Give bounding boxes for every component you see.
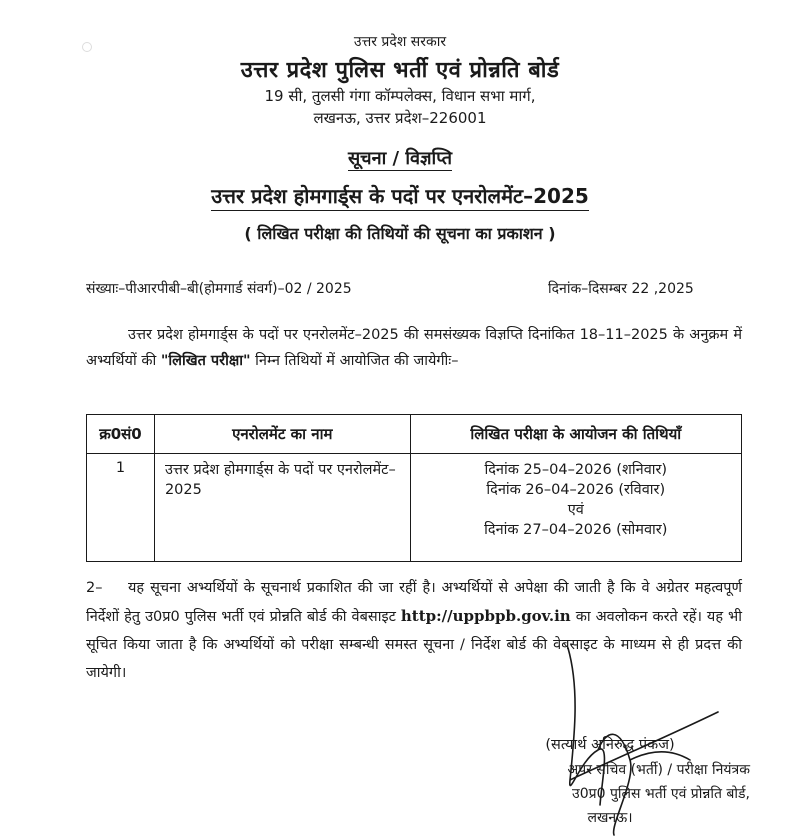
cell-exam-dates <box>410 454 741 562</box>
notice-title <box>0 182 800 209</box>
paragraph-1-emphasis: "लिखित परीक्षा" <box>160 353 251 369</box>
header-enrolment-name: एनरोलमेंट का नाम <box>154 415 410 454</box>
paragraph-2-text-after: का अवलोकन करते रहें। यह भी सूचित किया जाता है कि अभ्यर्थियों को परीक्षा सम्बन्धी समस्त सूचना / निर्देश बोर्ड की वेबसाइट के माध्यम से ही प्रदत्त की जायेगी। <box>86 609 742 681</box>
signatory-organization: उ0प्र0 पुलिस भर्ती एवं प्रोन्नति बोर्ड, <box>572 786 750 802</box>
website-link[interactable]: http://uppbpb.gov.in <box>400 607 571 625</box>
paragraph-1-text-after: निम्न तिथियों में आयोजित की जायेगीः– <box>250 353 459 369</box>
address-line-2: लखनऊ, उत्तर प्रदेश–226001 <box>313 109 487 127</box>
exam-date-1: दिनांक 25–04–2026 (शनिवार) <box>484 462 668 478</box>
paragraph-2-text-before: यह सूचना अभ्यर्थियों के सूचनार्थ प्रकाशित की जा रहीं है। अभ्यर्थियों से अपेक्षा की जाती है कि वे अग्रेतर महत्वपूर्ण निर्देशों हेतु उ0प्र0 पुलिस भर्ती एवं प्रोन्नति बोर्ड की वेबसाइट <box>86 580 742 625</box>
reference-date: दिनांक–दिसम्बर 22 ,2025 <box>548 281 694 297</box>
exam-date-2: दिनांक 26–04–2026 (रविवार) <box>486 482 666 498</box>
notice-label <box>0 146 800 170</box>
table-header-row <box>87 415 742 454</box>
header-serial: क्र0सं0 <box>87 415 155 454</box>
notice-label-text: सूचना / विज्ञप्ति <box>347 148 453 169</box>
board-name: उत्तर प्रदेश पुलिस भर्ती एवं प्रोन्नति बोर्ड <box>240 58 560 83</box>
notice-title-text: उत्तर प्रदेश होमगार्ड्स के पदों पर एनरोलमेंट–2025 <box>211 184 589 211</box>
conjunction: एवं <box>567 502 584 518</box>
notice-subtitle: ( लिखित परीक्षा की तिथियों की सूचना का प्रकाशन ) <box>244 224 556 243</box>
exam-date-3: दिनांक 27–04–2026 (सोमवार) <box>484 522 668 538</box>
header-exam-dates: लिखित परीक्षा के आयोजन की तिथियाँ <box>410 415 741 454</box>
signatory-name: (सत्यार्थ अनिरुद्ध पंकज) <box>545 737 675 753</box>
paragraph-2-number: 2– <box>86 580 103 596</box>
paragraph-1 <box>86 322 742 374</box>
paragraph-1-text-before: उत्तर प्रदेश होमगार्ड्स के पदों पर एनरोलमेंट–2025 की समसंख्यक विज्ञप्ति दिनांकित 18–11–2025 के अनुक्रम में अभ्यर्थियों की <box>86 327 742 369</box>
address-line-1: 19 सी, तुलसी गंगा कॉम्पलेक्स, विधान सभा मार्ग, <box>264 87 536 105</box>
signatory-designation: अपर सचिव (भर्ती) / परीक्षा नियंत्रक <box>567 762 750 778</box>
reference-number: संख्याः–पीआरपीबी–बी(होमगार्ड संवर्ग)–02 / 2025 <box>86 281 352 297</box>
signatory-city: लखनऊ। <box>587 810 633 826</box>
exam-schedule-table <box>86 414 742 562</box>
cell-serial: 1 <box>87 454 155 562</box>
cell-enrolment-name: उत्तर प्रदेश होमगार्ड्स के पदों पर एनरोलमेंट–2025 <box>154 454 410 562</box>
table-row <box>87 454 742 562</box>
government-header: उत्तर प्रदेश सरकार <box>353 34 447 50</box>
